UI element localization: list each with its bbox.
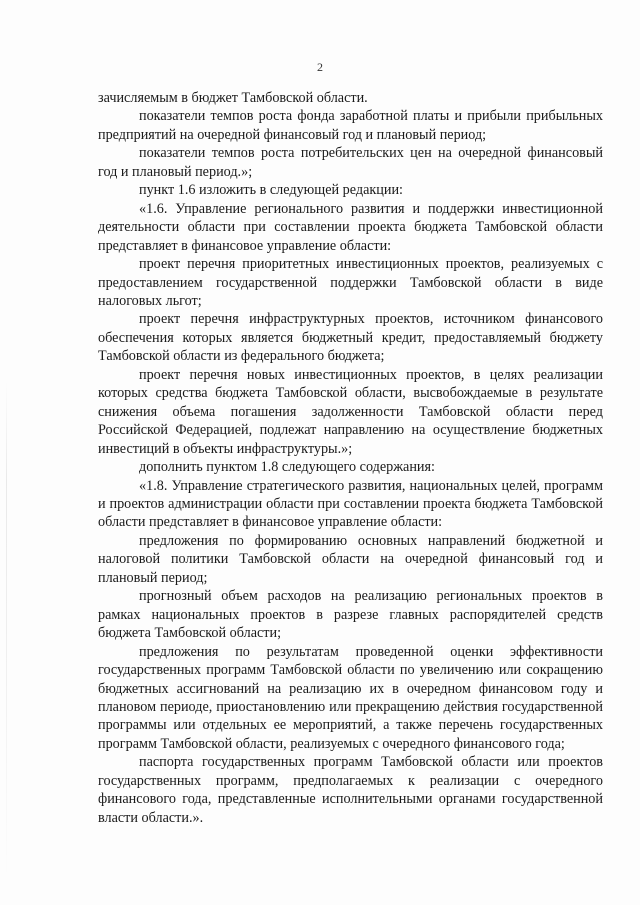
page-number: 2 [317,60,323,74]
document-body [98,89,603,827]
paragraph-11: предложения по формированию основных направлений бюджетной и налоговой политики Тамбовской области на очередной финансовый год и плановый период; [98,532,603,586]
paragraph-12: прогнозный объем расходов на реализацию региональных проектов в рамках национальных проектов в разрезе главных распорядителей средств бюджета Тамбовской области; [98,588,603,642]
scan-edge-shadow [6,380,7,880]
paragraph-5: «1.6. Управление регионального развития и поддержки инвестиционной деятельности области при составлении проекта бюджета Тамбовской области представляет в финансовое управление области: [98,200,603,254]
paragraph-7: проект перечня инфраструктурных проектов, источником финансового обеспечения которых является бюджетный кредит, предоставляемый бюджету Тамбовской области из федерального бюджета; [98,311,603,365]
paragraph-9: дополнить пунктом 1.8 следующего содержания: [139,459,435,476]
paragraph-2: показатели темпов роста фонда заработной платы и прибыли прибыльных предприятий на очередной финансовый год и плановый период; [98,108,603,143]
paragraph-3: показатели темпов роста потребительских цен на очередной финансовый год и плановый период.»; [98,145,603,180]
paragraph-14: паспорта государственных программ Тамбовской области или проектов государственных программ, предполагаемых к реализации с очередного финансового года, представленные исполнительными органами государственной власти области.». [98,754,603,826]
paragraph-4: пункт 1.6 изложить в следующей редакции: [139,182,403,199]
paragraph-8: проект перечня новых инвестиционных проектов, в целях реализации которых средства бюджета Тамбовской области, высвобождаемые в результате снижения объема погашения задолженности Тамбовской области перед Российской Федерацией, подлежат направлению на осуществление бюджетных инвестиций в объекты инфраструктуры.»; [98,366,603,457]
paragraph-13: предложения по результатам проведенной оценки эффективности государственных программ Тамбовской области по увеличению или сокращению бюджетных ассигнований на реализацию их в очередном финансовом году и плановом периоде, приостановлению или прекращению действия государственной программы или отдельных ее мероприятий, а также перечень государственных программ Тамбовской области, реализуемых с очередного финансового года; [98,643,603,752]
paragraph-6: проект перечня приоритетных инвестиционных проектов, реализуемых с предоставлением государственной поддержки Тамбовской области в виде налоговых льгот; [98,256,603,309]
paragraph-1: зачисляемым в бюджет Тамбовской области. [98,90,368,106]
paragraph-10: «1.8. Управление стратегического развития, национальных целей, программ и проектов администрации области при составлении проекта бюджета Тамбовской области представляет в финансовое управление области: [98,477,603,531]
